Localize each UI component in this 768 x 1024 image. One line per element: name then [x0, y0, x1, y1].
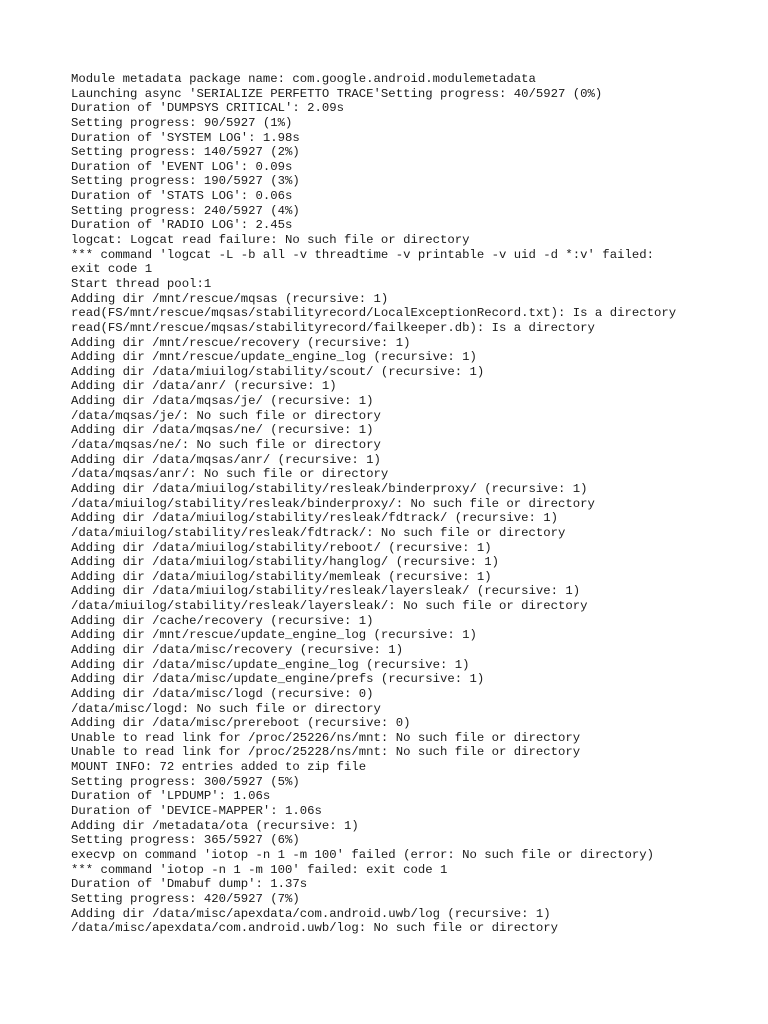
log-line: Adding dir /data/miuilog/stability/reboot/ (recursive: 1)	[71, 540, 492, 555]
log-line: execvp on command 'iotop -n 1 -m 100' failed (error: No such file or directory)	[71, 847, 654, 862]
log-line: /data/mqsas/anr/: No such file or directory	[71, 467, 389, 482]
log-line: Duration of 'RADIO LOG': 2.45s	[71, 218, 293, 233]
log-line: Adding dir /data/mqsas/je/ (recursive: 1)	[71, 394, 374, 409]
log-line: Adding dir /data/mqsas/ne/ (recursive: 1)	[71, 423, 374, 438]
log-line: Setting progress: 90/5927 (1%)	[71, 115, 293, 130]
log-line: Adding dir /mnt/rescue/update_engine_log (recursive: 1)	[71, 350, 477, 365]
log-line: Module metadata package name: com.google.android.modulemetadata	[71, 72, 536, 86]
log-line: Adding dir /data/miuilog/stability/resleak/fdtrack/ (recursive: 1)	[71, 511, 559, 526]
log-line: read(FS/mnt/rescue/mqsas/stabilityrecord/LocalExceptionRecord.txt): Is a directory	[71, 306, 677, 321]
log-line: *** command 'logcat -L -b all -v threadtime -v printable -v uid -d *:v' failed:	[71, 247, 654, 262]
log-line: Adding dir /data/miuilog/stability/resleak/binderproxy/ (recursive: 1)	[71, 481, 588, 496]
log-line: Duration of 'STATS LOG': 0.06s	[71, 189, 293, 204]
log-line: *** command 'iotop -n 1 -m 100' failed: exit code 1	[71, 862, 448, 877]
log-line: /data/miuilog/stability/resleak/layersleak/: No such file or directory	[71, 599, 588, 614]
log-line: Adding dir /data/miuilog/stability/resleak/layersleak/ (recursive: 1)	[71, 584, 581, 599]
log-line: Adding dir /mnt/rescue/mqsas (recursive: 1)	[71, 291, 389, 306]
log-line: Adding dir /data/misc/logd (recursive: 0)	[71, 686, 374, 701]
log-line: Adding dir /mnt/rescue/update_engine_log (recursive: 1)	[71, 628, 477, 643]
log-line: Start thread pool:1	[71, 276, 212, 291]
log-line: Adding dir /cache/recovery (recursive: 1)	[71, 613, 374, 628]
log-line: /data/mqsas/ne/: No such file or directory	[71, 438, 381, 453]
log-line: Adding dir /data/misc/update_engine_log (recursive: 1)	[71, 657, 470, 672]
log-line: Setting progress: 420/5927 (7%)	[71, 891, 300, 906]
log-line: Setting progress: 365/5927 (6%)	[71, 833, 300, 848]
log-line: Duration of 'LPDUMP': 1.06s	[71, 789, 271, 804]
log-line: Unable to read link for /proc/25226/ns/mnt: No such file or directory	[71, 730, 581, 745]
log-line: /data/miuilog/stability/resleak/binderproxy/: No such file or directory	[71, 496, 595, 511]
log-line: Adding dir /data/miuilog/stability/memleak (recursive: 1)	[71, 569, 492, 584]
log-line: Adding dir /data/miuilog/stability/scout/ (recursive: 1)	[71, 364, 485, 379]
log-text-block	[71, 72, 761, 936]
log-line: /data/misc/logd: No such file or directory	[71, 701, 381, 716]
log-line: Duration of 'DEVICE-MAPPER': 1.06s	[71, 804, 322, 819]
log-line: Unable to read link for /proc/25228/ns/mnt: No such file or directory	[71, 745, 581, 760]
log-line: Launching async 'SERIALIZE PERFETTO TRACE'Setting progress: 40/5927 (0%)	[71, 86, 603, 101]
log-line: Setting progress: 240/5927 (4%)	[71, 203, 300, 218]
log-line: Duration of 'Dmabuf dump': 1.37s	[71, 877, 308, 892]
log-line: Adding dir /data/misc/update_engine/prefs (recursive: 1)	[71, 672, 485, 687]
log-line: Setting progress: 300/5927 (5%)	[71, 774, 300, 789]
log-line: Adding dir /data/miuilog/stability/hanglog/ (recursive: 1)	[71, 555, 500, 570]
log-line: /data/miuilog/stability/resleak/fdtrack/: No such file or directory	[71, 525, 566, 540]
log-line: Adding dir /data/misc/prereboot (recursive: 0)	[71, 716, 411, 731]
log-line: Setting progress: 140/5927 (2%)	[71, 145, 300, 160]
log-line: Duration of 'SYSTEM LOG': 1.98s	[71, 130, 300, 145]
log-line: Adding dir /data/misc/apexdata/com.android.uwb/log (recursive: 1)	[71, 906, 551, 921]
log-line: Duration of 'EVENT LOG': 0.09s	[71, 159, 293, 174]
log-line: logcat: Logcat read failure: No such file or directory	[71, 233, 470, 248]
log-line: Duration of 'DUMPSYS CRITICAL': 2.09s	[71, 101, 345, 116]
log-line: Adding dir /data/mqsas/anr/ (recursive: 1)	[71, 452, 381, 467]
log-line: /data/mqsas/je/: No such file or directory	[71, 408, 381, 423]
log-line: Adding dir /mnt/rescue/recovery (recursive: 1)	[71, 335, 411, 350]
log-line: /data/misc/apexdata/com.android.uwb/log: No such file or directory	[71, 921, 559, 936]
log-line: Setting progress: 190/5927 (3%)	[71, 174, 300, 189]
log-line: read(FS/mnt/rescue/mqsas/stabilityrecord/failkeeper.db): Is a directory	[71, 320, 595, 335]
log-line: Adding dir /data/misc/recovery (recursive: 1)	[71, 642, 404, 657]
log-line: Adding dir /metadata/ota (recursive: 1)	[71, 818, 359, 833]
log-line: Adding dir /data/anr/ (recursive: 1)	[71, 379, 337, 394]
log-line: MOUNT INFO: 72 entries added to zip file	[71, 760, 367, 775]
log-line: exit code 1	[71, 262, 153, 277]
